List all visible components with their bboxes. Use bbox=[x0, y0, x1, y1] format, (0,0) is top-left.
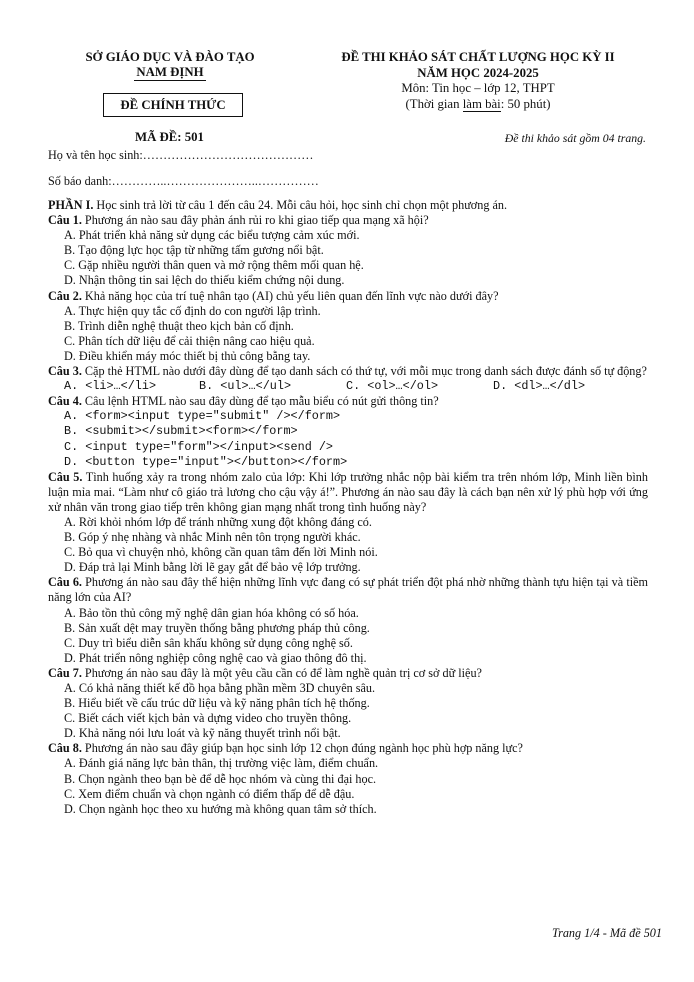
question-1 bbox=[48, 213, 648, 288]
question-text: Câu lệnh HTML nào sau đây dùng để tạo mẫu biểu có nút gửi thông tin? bbox=[81, 394, 439, 409]
question-5 bbox=[48, 470, 648, 576]
question-text: Tình huống xảy ra trong nhóm zalo của lớp: Khi lớp trưởng nhắc nộp bài kiểm tra trên nhóm lớp, Minh liền bình luận mỉa mai. “Làm như cô giáo trả lương cho cậu vậy á!”. Phương án nào sau đây là cách bạn nên xử lý phù hợp với ứng xử nhân văn trong giao tiếp trên không gian mạng nhất trong tình huống này? bbox=[48, 469, 648, 514]
province-name: NAM ĐỊNH bbox=[136, 65, 204, 79]
question-text: Phương án nào sau đây là một yêu cầu cần có để làm nghề quản trị cơ sở dữ liệu? bbox=[81, 665, 482, 680]
question-text: Khả năng học của trí tuệ nhân tạo (AI) chủ yếu liên quan đến lĩnh vực nào dưới đây? bbox=[81, 288, 499, 303]
question-7 bbox=[48, 666, 648, 741]
option-d: D. <button type="input"></button></form> bbox=[64, 454, 348, 469]
option-b: B. Chọn ngành theo bạn bè để dễ học nhóm và cùng thi đại học. bbox=[64, 771, 377, 786]
option-d: D. Phát triển nông nghiệp công nghệ cao và giao thông đô thị. bbox=[64, 650, 367, 665]
question-label: Câu 2. bbox=[48, 288, 82, 303]
option-a: A. Có khả năng thiết kế đồ họa bằng phần mềm 3D chuyên sâu. bbox=[64, 681, 376, 695]
option-b: B. Trình diễn nghệ thuật theo kịch bản cố định. bbox=[64, 318, 294, 333]
question-label: Câu 5. bbox=[48, 469, 83, 484]
option-a: A. Đánh giá năng lực bản thân, thị trường việc làm, điểm chuẩn. bbox=[64, 756, 379, 771]
option-b: B. Sản xuất dệt may truyền thống bằng phương pháp thủ công. bbox=[64, 620, 370, 635]
option-d: D. Đáp trả lại Minh bằng lời lẽ gay gắt để bảo vệ lớp trưởng. bbox=[64, 560, 361, 575]
question-label: Câu 7. bbox=[48, 665, 82, 680]
question-label: Câu 8. bbox=[48, 741, 82, 756]
question-text: Phương án nào sau đây giúp bạn học sinh lớp 12 chọn đúng ngành học phù hợp năng lực? bbox=[81, 741, 523, 756]
question-text: Phương án nào sau đây thể hiện những lĩnh vực đang có sự phát triển đột phá nhờ những thành tựu hiện tại và tiềm năng lớn của AI? bbox=[48, 575, 648, 605]
exam-code: MÃ ĐỀ: 501 bbox=[135, 130, 204, 144]
option-c: C. Xem điểm chuẩn và chọn ngành có điểm thấp để dễ đậu. bbox=[64, 786, 355, 801]
exam-body bbox=[48, 198, 648, 817]
option-d: D. <dl>…</dl> bbox=[493, 379, 586, 394]
subject-line: Môn: Tin học – lớp 12, THPT bbox=[401, 81, 555, 95]
department-header bbox=[60, 50, 280, 81]
question-4 bbox=[48, 394, 648, 469]
question-3 bbox=[48, 364, 648, 394]
question-8 bbox=[48, 741, 648, 816]
option-b: B. <ul>…</ul> bbox=[199, 379, 292, 394]
question-6 bbox=[48, 575, 648, 666]
options-row bbox=[48, 379, 648, 394]
option-b: B. Tạo động lực học tập từ những tấm gương nổi bật. bbox=[64, 243, 324, 258]
option-a: A. <li>…</li> bbox=[64, 379, 157, 394]
option-c: C. Bỏ qua vì chuyện nhỏ, không cần quan tâm đến lời Minh nói. bbox=[64, 545, 378, 560]
student-name-field: Họ và tên học sinh:…………………………………… bbox=[48, 148, 314, 162]
option-d: D. Điều khiển máy móc thiết bị thủ công bằng tay. bbox=[64, 348, 311, 363]
option-a: A. Thực hiện quy tắc cố định do con người lập trình. bbox=[64, 303, 321, 318]
option-a: A. Rời khỏi nhóm lớp để tránh những xung đột không đáng có. bbox=[64, 514, 372, 529]
question-text: Phương án nào sau đây phản ánh rủi ro khi giao tiếp qua mạng xã hội? bbox=[81, 213, 429, 228]
question-label: Câu 3. bbox=[48, 364, 82, 379]
official-exam-box: ĐỀ CHÍNH THỨC bbox=[103, 93, 243, 117]
page-footer: Trang 1/4 - Mã đề 501 bbox=[551, 926, 662, 940]
question-text: Cặp thẻ HTML nào dưới đây dùng để tạo danh sách có thứ tự, với mỗi mục trong danh sách được đánh số tự động? bbox=[81, 364, 647, 379]
question-label: Câu 6. bbox=[48, 575, 82, 590]
option-c: C. Biết cách viết kịch bản và dựng video cho truyền thông. bbox=[64, 711, 352, 726]
school-year: NĂM HỌC 2024-2025 bbox=[417, 65, 539, 80]
option-d: D. Khả năng nói lưu loát và kỹ năng thuyết trình nổi bật. bbox=[64, 726, 341, 741]
exam-title-header bbox=[318, 50, 638, 112]
part-instructions: PHẦN I. Học sinh trả lời từ câu 1 đến câu 24. Mỗi câu hỏi, học sinh chỉ chọn một phương án. bbox=[48, 198, 508, 212]
option-c: C. <input type="form"></input><send /> bbox=[64, 439, 334, 454]
option-a: A. Bảo tồn thủ công mỹ nghệ dân gian hóa không có số hóa. bbox=[64, 605, 359, 620]
option-c: C. Duy trì biểu diễn sân khấu không sử dụng công nghệ số. bbox=[64, 635, 353, 650]
option-b: B. <submit></submit><form></form> bbox=[64, 424, 298, 439]
exam-title: ĐỀ THI KHẢO SÁT CHẤT LƯỢNG HỌC KỲ II bbox=[341, 50, 615, 64]
question-2 bbox=[48, 289, 648, 364]
question-label: Câu 4. bbox=[48, 394, 82, 409]
option-a: A. Phát triển khả năng sử dụng các biểu tượng cảm xúc mới. bbox=[64, 228, 360, 243]
option-c: C. Gặp nhiều người thân quen và mở rộng thêm mối quan hệ. bbox=[64, 258, 364, 273]
option-c: C. Phân tích dữ liệu để cải thiện nâng cao hiệu quả. bbox=[64, 333, 315, 348]
option-d: D. Chọn ngành học theo xu hướng mà không quan tâm sở thích. bbox=[64, 801, 377, 816]
page-count-note: Đề thi khảo sát gồm 04 trang. bbox=[504, 131, 646, 145]
student-id-field: Số báo danh:…………..…………………..…………… bbox=[48, 174, 319, 188]
department-name: SỞ GIÁO DỤC VÀ ĐÀO TẠO bbox=[85, 50, 255, 64]
option-c: C. <ol>…</ol> bbox=[346, 379, 439, 394]
option-d: D. Nhận thông tin sai lệch do thiếu kiểm chứng nội dung. bbox=[64, 273, 345, 288]
question-label: Câu 1. bbox=[48, 213, 82, 228]
option-a: A. <form><input type="submit" /></form> bbox=[64, 409, 341, 424]
option-b: B. Góp ý nhẹ nhàng và nhắc Minh nên tôn trọng người khác. bbox=[64, 530, 361, 545]
time-line: (Thời gian làm bài: 50 phút) bbox=[405, 96, 551, 111]
option-b: B. Hiểu biết về cấu trúc dữ liệu và kỹ năng phân tích hệ thống. bbox=[64, 696, 370, 711]
